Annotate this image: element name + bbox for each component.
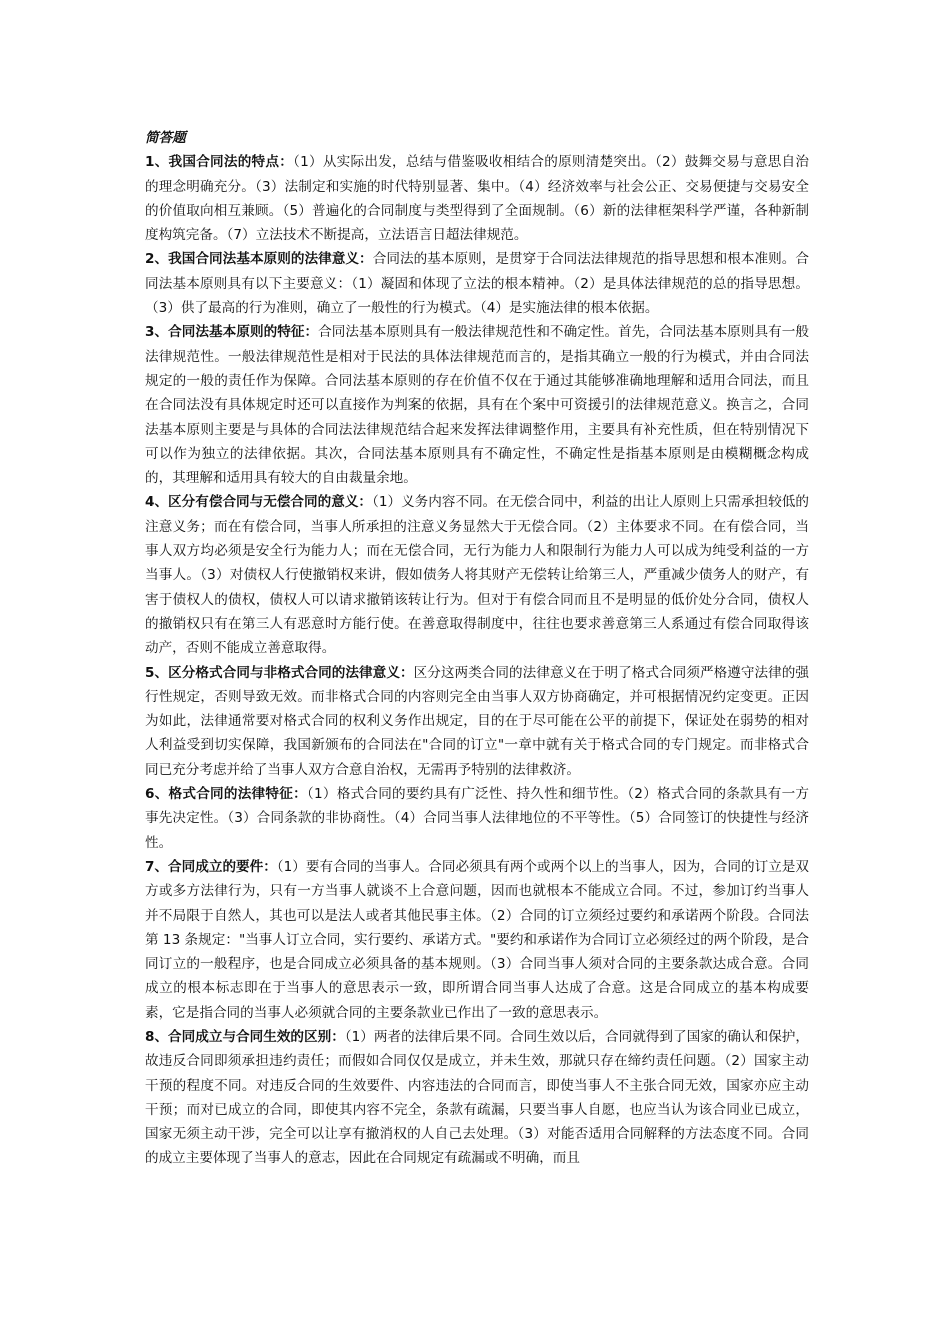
document-body bbox=[145, 126, 809, 1171]
section-heading: 简答题 bbox=[145, 130, 186, 146]
qa-item-8 bbox=[145, 1025, 809, 1171]
answer-text: 合同法的基本原则，是贯穿于合同法法律规范的指导思想和根本准则。合同法基本原则具有以下主要意义：（1）凝固和体现了立法的根本精神。（2）是具体法律规范的总的指导思想。（3）供了最高的行为准则，确立了一般性的行为模式。（4）是实施法律的根本依据。 bbox=[145, 251, 809, 317]
question-title: 3、合同法基本原则的特征： bbox=[145, 324, 319, 341]
qa-item-4 bbox=[145, 490, 809, 660]
qa-item-5 bbox=[145, 661, 809, 782]
answer-text: （1）两者的法律后果不同。合同生效以后，合同就得到了国家的确认和保护，故违反合同即须承担违约责任；而假如合同仅仅是成立，并未生效，那就只存在缔约责任问题。（2）国家主动干预的程度不同。对违反合同的生效要件、内容违法的合同而言，即使当事人不主张合同无效，国家亦应主动干预；而对已成立的合同，即使其内容不完全，条款有疏漏，只要当事人自愿，也应当认为该合同业已成立，国家无须主动干涉，完全可以让享有撤消权的人自己去处理。（3）对能否适用合同解释的方法态度不同。合同的成立主要体现了当事人的意志，因此在合同规定有疏漏或不明确，而且 bbox=[145, 1028, 809, 1167]
qa-item-7 bbox=[145, 855, 809, 1025]
answer-text: （1）从实际出发，总结与借鉴吸收相结合的原则清楚突出。（2）鼓舞交易与意思自治的理念明确充分。（3）法制定和实施的时代特别显著、集中。（4）经济效率与社会公正、交易便捷与交易安全的价值取向相互兼顾。（5）普遍化的合同制度与类型得到了全面规制。（6）新的法律框架科学严谨，各种新制度构筑完备。（7）立法技术不断提高，立法语言日超法律规范。 bbox=[145, 154, 809, 244]
question-title: 8、合同成立与合同生效的区别： bbox=[145, 1028, 345, 1045]
question-title: 1、我国合同法的特点： bbox=[145, 154, 294, 171]
answer-text: 合同法基本原则具有一般法律规范性和不确定性。首先，合同法基本原则具有一般法律规范性。一般法律规范性是相对于民法的具体法律规范而言的，是指其确立一般的行为模式，并由合同法规定的一般的责任作为保障。合同法基本原则的存在价值不仅在于通过其能够准确地理解和适用合同法，而且在合同法没有具体规定时还可以直接作为判案的依据，具有在个案中可资援引的法律规范意义。换言之，合同法基本原则主要是与具体的合同法法律规范结合起来发挥法律调整作用，主要具有补充性质，但在特别情况下可以作为独立的法律依据。其次，合同法基本原则具有不确定性，不确定性是指基本原则是由模糊概念构成的，其理解和适用具有较大的自由裁量余地。 bbox=[145, 324, 809, 487]
qa-item-3 bbox=[145, 320, 809, 490]
question-title: 5、区分格式合同与非格式合同的法律意义： bbox=[145, 664, 414, 681]
answer-text: （1）格式合同的要约具有广泛性、持久性和细节性。（2）格式合同的条款具有一方事先决定性。（3）合同条款的非协商性。（4）合同当事人法律地位的不平等性。（5）合同签订的快捷性与经济性。 bbox=[145, 786, 809, 851]
question-title: 2、我国合同法基本原则的法律意义： bbox=[145, 251, 373, 268]
qa-item-1 bbox=[145, 150, 809, 247]
answer-text: 区分这两类合同的法律意义在于明了格式合同须严格遵守法律的强行性规定，否则导致无效。而非格式合同的内容则完全由当事人双方协商确定，并可根据情况约定变更。正因为如此，法律通常要对格式合同的权利义务作出规定，目的在于尽可能在公平的前提下，保证处在弱势的相对人利益受到切实保障，我国新颁布的合同法在"合同的订立"一章中就有关于格式合同的专门规定。而非格式合同已充分考虑并给了当事人双方合意自治权，无需再予特别的法律救济。 bbox=[145, 664, 809, 778]
answer-text: （1）义务内容不同。在无偿合同中，利益的出让人原则上只需承担较低的注意义务；而在有偿合同，当事人所承担的注意义务显然大于无偿合同。（2）主体要求不同。在有偿合同，当事人双方均必须是安全行为能力人；而在无偿合同，无行为能力人和限制行为能力人可以成为纯受利益的一方当事人。（3）对债权人行使撤销权来讲，假如债务人将其财产无偿转让给第三人，严重减少债务人的财产，有害于债权人的债权，债权人可以请求撤销该转让行为。但对于有偿合同而且不是明显的低价处分合同，债权人的撤销权只有在第三人有恶意时方能行使。在善意取得制度中，往往也要求善意第三人系通过有偿合同取得该动产，否则不能成立善意取得。 bbox=[145, 494, 809, 657]
qa-item-2 bbox=[145, 247, 809, 320]
question-title: 6、格式合同的法律特征： bbox=[145, 786, 307, 803]
question-title: 7、合同成立的要件： bbox=[145, 858, 277, 875]
answer-text: （1）要有合同的当事人。合同必须具有两个或两个以上的当事人，因为，合同的订立是双方或多方法律行为，只有一方当事人就谈不上合意问题，因而也就根本不能成立合同。不过，参加订约当事人并不局限于自然人，其也可以是法人或者其他民事主体。（2）合同的订立须经过要约和承诺两个阶段。合同法第 13 条规定："当事人订立合同，实行要约、承诺方式。"要约和承诺作为合同订立必须经过的两个阶段，是合同订立的一般程序，也是合同成立必须具备的基本规则。（3）合同当事人须对合同的主要条款达成合意。合同成立的根本标志即在于当事人的意思表示一致，即所谓合同当事人达成了合意。这是合同成立的基本构成要素，它是指合同的当事人必须就合同的主要条款业已作出了一致的意思表示。 bbox=[145, 858, 809, 1021]
qa-item-6 bbox=[145, 782, 809, 855]
question-title: 4、区分有偿合同与无偿合同的意义： bbox=[145, 494, 373, 511]
